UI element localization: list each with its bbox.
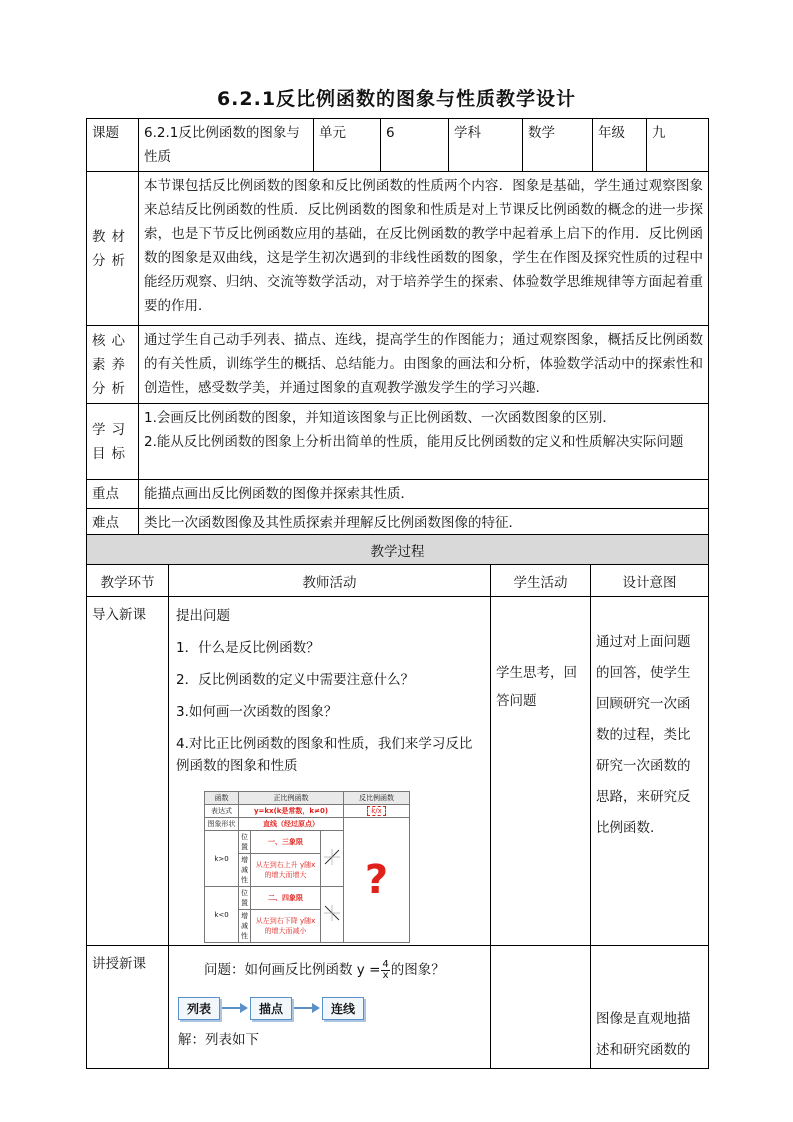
figure-kneg-quad: 二、四象限 xyxy=(251,887,321,910)
material-row xyxy=(87,172,709,326)
intro-question: 3.如何画一次函数的图象？ xyxy=(176,704,338,720)
figure-shape-prop: 直线（经过原点） xyxy=(239,818,344,831)
figure-question-cell xyxy=(344,818,410,943)
figure-expr-prop: y=kx(k是常数，k≠0) xyxy=(239,805,344,818)
difficulties-label: 难点 xyxy=(87,509,139,538)
intro-teacher-title: 提出问题 xyxy=(176,608,230,624)
topic-label: 课题 xyxy=(87,119,139,172)
literacy-row xyxy=(87,326,709,404)
intro-student-activity: 学生思考，回答问题 xyxy=(491,597,591,946)
figure-kpos-trend: 从左到右上升 y随x的增大而增大 xyxy=(251,854,321,887)
intro-teacher-activity xyxy=(169,597,491,946)
objective-item: 2.能从反比例函数的图象上分析出简单的性质，能用反比例函数的定义和性质解决实际问题 xyxy=(144,434,684,450)
line-up-icon xyxy=(321,831,344,887)
literacy-text: 通过学生自己动手列表、描点、连线，提高学生的作图能力；通过观察图象，概括反比例函数的有关性质，训练学生的概括、总结能力。由图象的画法和分析，体验数学活动中的探索性和创造性，感受数学美，并通过图象的直观教学激发学生的学习兴趣. xyxy=(139,326,709,404)
process-header-row xyxy=(87,535,709,565)
lesson-info-table xyxy=(86,118,709,538)
lecture-row xyxy=(87,946,709,1069)
column-stage: 教学环节 xyxy=(87,565,169,597)
key-points-row xyxy=(87,480,709,509)
literacy-label: 核心素养分析 xyxy=(87,326,139,404)
process-columns-row xyxy=(87,565,709,597)
comparison-figure xyxy=(204,791,410,943)
lecture-design-intent: 图像是直观地描述和研究函数的 xyxy=(591,946,709,1069)
figure-row-kpos: k>0 xyxy=(205,831,239,887)
lecture-solution: 解：列表如下 xyxy=(178,1031,259,1048)
header-row xyxy=(87,119,709,172)
figure-pos-label: 位置 xyxy=(239,831,251,854)
flow-step-plot: 描点 xyxy=(250,997,292,1020)
topic-value: 6.2.1反比例函数的图象与性质 xyxy=(139,119,314,172)
figure-expr-inv: k/x xyxy=(344,805,410,818)
objectives-cell xyxy=(139,404,709,480)
lecture-stage: 讲授新课 xyxy=(87,946,169,1069)
intro-question: 2．反比例函数的定义中需要注意什么？ xyxy=(176,672,415,688)
objectives-row xyxy=(87,404,709,480)
column-intent: 设计意图 xyxy=(591,565,709,597)
objectives-label: 学习目标 xyxy=(87,404,139,480)
figure-inc-label: 增减性 xyxy=(239,854,251,887)
steps-flowchart xyxy=(178,997,485,1020)
process-table xyxy=(86,534,709,1069)
figure-row-kneg: k<0 xyxy=(205,887,239,943)
intro-row xyxy=(87,597,709,946)
figure-kneg-trend: 从左到右下降 y随x的增大而减小 xyxy=(251,910,321,943)
document-title: 6.2.1反比例函数的图象与性质教学设计 xyxy=(216,88,577,110)
unit-value: 6 xyxy=(381,119,449,172)
intro-question: 4.对比正比例函数的图象和性质，我们来学习反比例函数的图象和性质 xyxy=(176,736,473,774)
process-header: 教学过程 xyxy=(87,535,709,565)
material-text: 本节课包括反比例函数的图象和反比例函数的性质两个内容．图象是基础，学生通过观察图象来总结反比例函数的性质．反比例函数的图象和性质是对上节课反比例函数的概念的进一步探索，也是下节反比例函数应用的基础，在反比例函数的教学中起着承上启下的作用．反比例函数的图象是双曲线，这是学生初次遇到的非线性函数的图象，学生在作图及探究性质的过程中能经历观察、归纳、交流等数学活动，对于培养学生的探索、体验数学思维规律等方面起着重要的作用． xyxy=(139,172,709,326)
figure-head-prop: 正比例函数 xyxy=(239,792,344,805)
lecture-question: 问题：如何画反比例函数 y = $\frac{4}{x}$ 的图象？ xyxy=(204,958,445,981)
grade-label: 年级 xyxy=(593,119,647,172)
key-points-label: 重点 xyxy=(87,480,139,509)
figure-inc-label: 增减性 xyxy=(239,910,251,943)
key-points-text: 能描点画出反比例函数的图像并探索其性质． xyxy=(139,480,709,509)
fraction-4-over-x: $\frac{4}{x}$ xyxy=(382,958,389,981)
question-mark: ? xyxy=(364,857,389,903)
arrow-right-icon xyxy=(220,1001,250,1015)
objective-item: 1.会画反比例函数的图象，并知道该图象与正比例函数、一次函数图象的区别． xyxy=(144,410,616,426)
figure-head-func: 函数 xyxy=(205,792,239,805)
intro-stage: 导入新课 xyxy=(87,597,169,946)
lecture-teacher-activity xyxy=(169,946,491,1069)
lecture-student-activity xyxy=(491,946,591,1069)
column-student: 学生活动 xyxy=(491,565,591,597)
subject-value: 数学 xyxy=(523,119,593,172)
figure-pos-label: 位置 xyxy=(239,887,251,910)
figure-kpos-quad: 一、三象限 xyxy=(251,831,321,854)
column-teacher: 教师活动 xyxy=(169,565,491,597)
arrow-right-icon xyxy=(292,1001,322,1015)
difficulties-text: 类比一次函数图像及其性质探索并理解反比例函数图像的特征． xyxy=(139,509,709,538)
intro-design-intent: 通过对上面问题的回答，使学生回顾研究一次函数的过程，类比研究一次函数的思路，来研究反比例函数. xyxy=(591,597,709,946)
intro-question: 1．什么是反比例函数？ xyxy=(176,640,320,656)
subject-label: 学科 xyxy=(449,119,523,172)
material-label: 教材分析 xyxy=(87,172,139,326)
grade-value: 九 xyxy=(647,119,709,172)
unit-label: 单元 xyxy=(314,119,381,172)
figure-row-expr: 表达式 xyxy=(205,805,239,818)
figure-head-inv: 反比例函数 xyxy=(344,792,410,805)
figure-row-shape: 图象形状 xyxy=(205,818,239,831)
flow-step-table: 列表 xyxy=(178,997,220,1020)
flow-step-connect: 连线 xyxy=(322,997,364,1020)
line-down-icon xyxy=(321,887,344,943)
